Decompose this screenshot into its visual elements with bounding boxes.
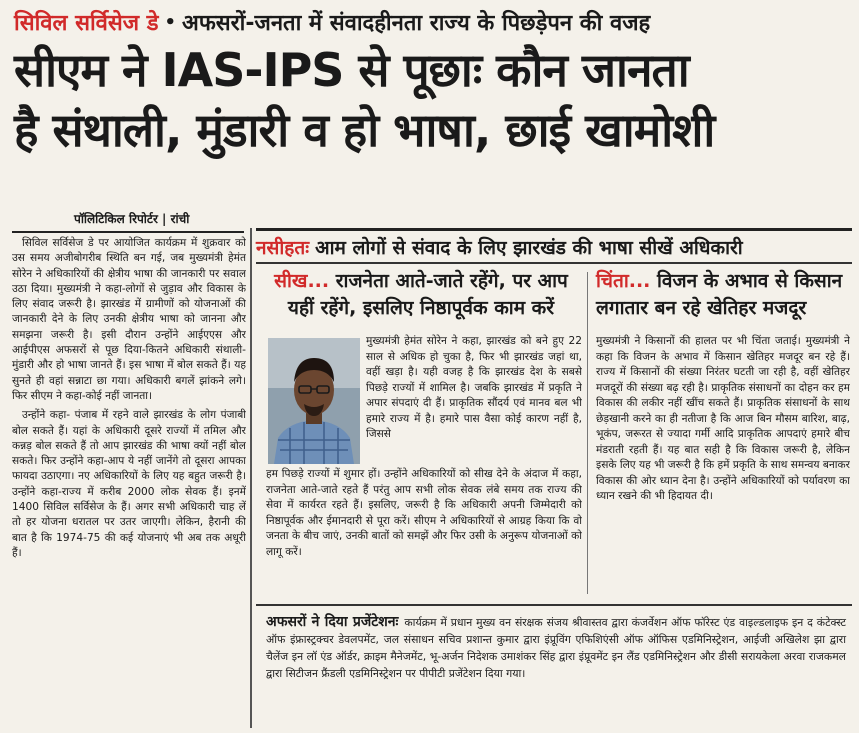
byline-rule [12, 231, 244, 233]
presentation-label: अफसरों ने दिया प्रजेंटेशनः [266, 614, 399, 630]
column-divider [250, 228, 252, 728]
kicker-line [14, 4, 849, 40]
presentation-paragraph [256, 606, 852, 682]
seekh-headline [262, 268, 580, 322]
main-headline [14, 40, 850, 160]
presentation-box [256, 604, 852, 728]
seekh-text-beside-photo [366, 334, 582, 468]
chief-minister-photo [268, 338, 360, 464]
seekh-paragraph-2: हम पिछड़े राज्यों में शुमार हों। उन्होंने अधिकारियों को सीख देने के अंदाज में कहा, राजनेता आते-जाते रहते हैं परंतु आप सभी लोक सेवक लंबे समय तक राज्य की सेवा में कार्यरत रहते हैं। इसलिए, जरूरी है कि अधिकारी अपनी जिम्मेदारी को निष्ठापूर्वक और ईमानदारी से पूरा करें। सीएम ने अधिकारियों से आग्रह किया कि वो जनता के बीच जाएं, उनकी बातों को समझें और फिर उसी के अनुरूप योजनाओं को लागू करें। [266, 468, 582, 558]
seekh-label: सीख... [274, 270, 330, 292]
chinta-label: चिंता... [596, 270, 651, 292]
kicker-label: सिविल सर्विसेज डे [14, 11, 159, 36]
main-article-column [12, 236, 246, 724]
byline [74, 210, 189, 227]
naseehat-subheadline [256, 228, 852, 263]
article-paragraph-1: सिविल सर्विसेज डे पर आयोजित कार्यक्रम में शुक्रवार को उस समय अजीबोगरीब स्थिति बन गई, जब मुख्यमंत्री हेमंत सोरेन ने अधिकारियों की क्षेत्रीय भाषा की जानकारी पर सवाल उठा दिया। मुख्यमंत्री ने कहा-लोगों से जुड़ाव और विकास के लिए संवाद जरूरी है। झारखंड में ग्रामीणों को योजनाओं की जानकारी देने के लिए उनकी क्षेत्रीय भाषा को जानना और समझना जरूरी है। इसी दौरान उन्होंने आईएएस और आईपीएस अफसरों से पूछ दिया-कितने अधिकारी संथाली-मुंडारी और हो भाषा जानते हैं। इस भाषा में बोल सकते हैं। यह सुनते ही वहां सन्नाटा छा गया। अधिकारी बगलें झांकने लगे। फिर सीएम ने कहा-कोई नहीं जानता। [12, 237, 246, 402]
naseehat-label: नसीहतः [256, 237, 310, 259]
byline-reporter: पॉलिटिकिल रिपोर्टर [74, 212, 158, 226]
headline-line-1: सीएम ने IAS-IPS से पूछाः कौन जानता [14, 43, 689, 97]
headline-line-2: है संथाली, मुंडारी व हो भाषा, छाई खामोशी [14, 103, 715, 157]
portrait-image [268, 338, 360, 464]
seekh-text-below-photo [266, 467, 582, 597]
chinta-text-column [596, 334, 850, 596]
presentation-text: कार्यक्रम में प्रधान मुख्य वन संरक्षक संजय श्रीवास्तव द्वारा कंजर्वेशन ऑफ फॉरेस्ट एंड वाइल्डलाइफ इन द कंटेक्स्ट ऑफ इंफ्रास्ट्रक्चर डेवलपमेंट, जल संसाधन सचिव प्रशान्त कुमार द्वारा इंप्रूविंग एफिशिएंसी ऑफ ऑफिस एडमिनिस्ट्रेशन, आईजी अखिलेश झा द्वारा चैलेंज इन लॉ एंड ऑर्डर, क्राइम मैनेजमेंट, भू-अर्जन निदेशक उमाशंकर सिंह द्वारा इंप्रूवमेंट इन लैंड एडमिनिस्ट्रेशन और डीसी सरायकेला अरवा राजकमल द्वारा सिटीजन फ्रैंडली एडमिनिस्ट्रेशन पर पीपीटी प्रजेंटेशन दिया गया। [266, 616, 846, 680]
inner-column-divider [587, 272, 588, 594]
article-paragraph-2: उन्होंने कहा- पंजाब में रहने वाले झारखंड के लोग पंजाबी बोल सकते हैं। यहां के अधिकारी दूसरे राज्यों में तमिल और कन्नड़ बोल सकते हैं तो आप झारखंड की भाषा क्यों नहीं बोल सकते। फिर उन्होंने कहा-आप ये नहीं जानेंगे तो दूसरा आपका फायदा उठाएगा। नए अधिकारियों के लिए यह बहुत जरूरी है। उन्होंने कहा-राज्य में करीब 2000 लोक सेवक हैं। इनमें 1400 सिविल सर्विसेज के हैं। अगर सभी अधिकारी चाह लें तो हर योजना धरातल पर उतर जाएगी। लेकिन, हैरानी की बात है कि 1974-75 की कई योजनाएं भी अब तक अधूरी हैं। [12, 409, 246, 559]
byline-place: रांची [170, 212, 190, 226]
kicker-separator: • [164, 11, 177, 33]
kicker-text: अफसरों-जनता में संवादहीनता राज्य के पिछड़ेपन की वजह [182, 11, 651, 36]
seekh-headline-text: राजनेता आते-जाते रहेंगे, पर आप यहीं रहेंगे, इसलिए निष्ठापूर्वक काम करें [287, 270, 568, 319]
naseehat-text: आम लोगों से संवाद के लिए झारखंड की भाषा सीखें अधिकारी [315, 237, 743, 259]
box-top-rule [256, 262, 852, 264]
chinta-headline-text: विजन के अभाव से किसान लगातार बन रहे खेतिहर मजदूर [596, 270, 843, 319]
chinta-headline [596, 268, 852, 322]
byline-separator: | [162, 212, 167, 226]
chinta-paragraph: मुख्यमंत्री ने किसानों की हालत पर भी चिंता जताई। मुख्यमंत्री ने कहा कि विजन के अभाव में किसान खेतिहर मजदूर बन रहे हैं। राज्य में किसानों की संख्या निरंतर घटती जा रही है, वहीं खेतिहर मजदूरों की संख्या बढ़ रही है। प्राकृतिक संसाधनों का दोहन कर हम विकास की लकीर नहीं खींच सकते हैं। प्राकृतिक संसाधनों के साथ छेड़खानी करने का ही नतीजा है कि आज बिन मौसम बारिश, बाढ़, भूकंप, जरूरत से ज्यादा गर्मी आदि प्राकृतिक आपदाएं हमारे बीच मंडराती रहती हैं। यह बात सही है कि विकास जरूरी है, लेकिन इसके लिए यह भी जरूरी है कि हमें प्रकृति के साथ समन्वय बनाकर विकास की ओर ध्यान देना है। उन्होंने अधिकारियों को पर्यावरण का ध्यान रखने की भी हिदायत दी। [596, 335, 850, 502]
seekh-paragraph-1: मुख्यमंत्री हेमंत सोरेन ने कहा, झारखंड को बने हुए 22 साल से अधिक हो चुका है, फिर भी झारखंड जहां था, वहीं खड़ा है। यही वजह है कि झारखंड देश के सबसे पिछड़े राज्यों में शामिल है। जबकि झारखंड में प्रकृति ने अपार संपदाएं दी हैं। प्राकृतिक सौंदर्य एवं मानव बल भी हमारे राज्य में है। हमारे पास वैसा कोई कारण नहीं है, जिससे [366, 335, 582, 440]
